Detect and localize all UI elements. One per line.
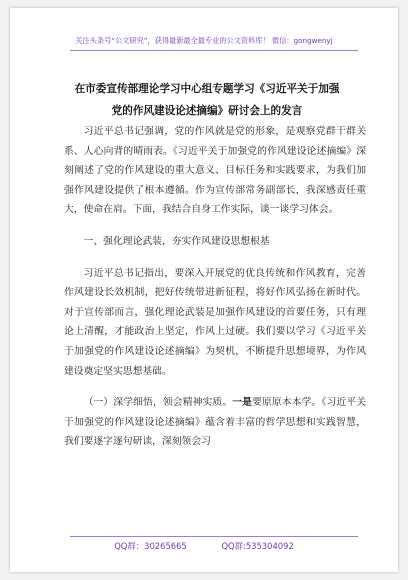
paragraph-2: 习近平总书记指出，要深入开展党的优良传统和作风教育，完善作风建设长效机制，把好传统带进新征程，将好作风弘扬在新时代。对于宣传部而言，强化理论武装是加强作风建设的首要任务，只有理论上清醒，才能政治上坚定，作风上过硬。我们要以学习《习近平关于加强党的作风建设论述摘编》为契机，不断提升思想境界，为作风建设奠定坚实思想基础。 [64,267,366,377]
document-body [64,122,366,452]
document-title [44,78,370,122]
footer [10,540,398,552]
title-line-1: 在市委宣传部理论学习中心组专题学习《习近平关于加强 [74,83,340,95]
document-page [10,8,398,572]
paragraph-3 [64,393,366,452]
footer-divider [70,536,358,537]
paragraph-3-text: 要原原本本学。《习近平关于加强党的作风建设论述摘编》蕴含着丰富的哲学思想和实践智慧，我们要逐字逐句研读，深刻领会习 [64,397,367,448]
paragraph-3-lead: （一）深学细悟，领会精神实质。 [83,397,233,409]
footer-qq-group-2: QQ群:535304092 [221,541,294,551]
footer-qq-group-1: QQ群：30265665 [114,541,187,551]
section-heading-1: 一、强化理论武装，夯实作风建设思想根基 [83,235,270,247]
header-promo-note: 关注头条号“公文研究”，获得最新最全最专业的公文资料库！ 微信：gongwenyj [75,36,333,45]
header-divider [70,50,358,51]
paragraph-3-emphasis: 一是 [232,397,253,409]
paragraph-intro: 习近平总书记强调，党的作风就是党的形象，是观察党群干群关系、人心向背的晴雨表。《习近平关于加强党的作风建设论述摘编》深刻阐述了党的作风建设的重大意义、目标任务和实践要求，为我们加强作风建设提供了根本遵循。作为宣传部常务副部长，我深感责任重大，使命在肩。下面，我结合自身工作实际，谈一谈学习体会。 [64,126,366,216]
title-line-2: 党的作风建设论述摘编》研讨会上的发言 [111,105,303,117]
